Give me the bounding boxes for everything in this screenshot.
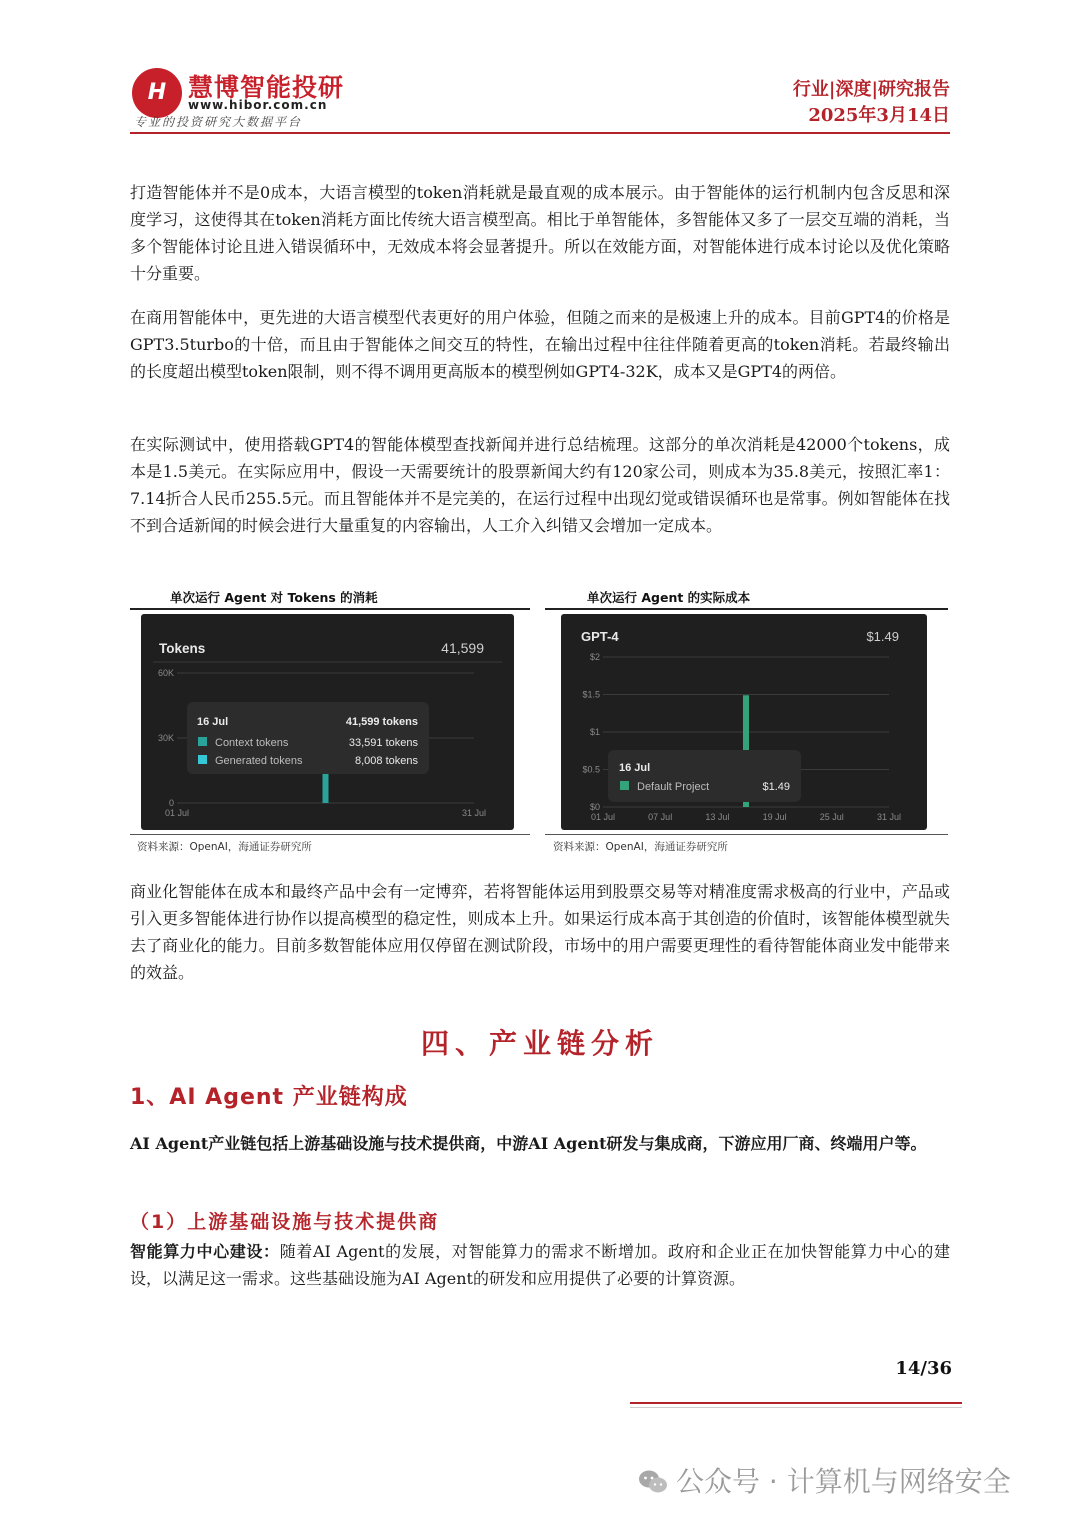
x-tick-label: 13 Jul bbox=[705, 812, 730, 822]
figure-source-tokens: 资料来源：OpenAI，海通证券研究所 bbox=[137, 841, 312, 853]
figure-top-rule bbox=[130, 608, 530, 610]
chart-cost-total: $1.49 bbox=[866, 629, 899, 644]
report-date: 2025年3月14日 bbox=[808, 105, 950, 126]
legend-generated-label: Generated tokens bbox=[215, 755, 303, 767]
subsection-heading: 1、AI Agent 产业链构成 bbox=[130, 1085, 408, 1110]
y-tick-label: 60K bbox=[157, 668, 174, 678]
legend-context-swatch bbox=[198, 737, 207, 746]
legend-project-value: $1.49 bbox=[762, 781, 790, 793]
logo bbox=[132, 68, 345, 129]
tooltip-tokens-total: 41,599 tokens bbox=[345, 716, 418, 728]
figure-top-rule bbox=[545, 608, 948, 610]
legend-project-label: Default Project bbox=[637, 781, 710, 793]
section-heading: 四、产业链分析 bbox=[420, 1027, 659, 1060]
y-tick-label: $2 bbox=[589, 652, 600, 662]
figure-bottom-rule bbox=[545, 834, 948, 835]
legend-project-swatch bbox=[620, 781, 629, 790]
legend-context-label: Context tokens bbox=[215, 737, 289, 749]
header-divider bbox=[130, 132, 950, 134]
x-tick-label: 25 Jul bbox=[819, 812, 844, 822]
legend-generated-swatch bbox=[198, 755, 207, 764]
figure-title-cost: 单次运行 Agent 的实际成本 bbox=[587, 590, 751, 605]
logo-url: www.hibor.com.cn bbox=[188, 98, 328, 112]
wechat-icon bbox=[638, 1469, 668, 1495]
x-tick-label: 19 Jul bbox=[762, 812, 787, 822]
y-tick-label: $0 bbox=[589, 802, 600, 812]
chart-cost-title: GPT-4 bbox=[581, 629, 619, 644]
figure-bottom-rule bbox=[130, 834, 530, 835]
figure-title-tokens: 单次运行 Agent 对 Tokens 的消耗 bbox=[170, 590, 378, 605]
tooltip-tokens-date: 16 Jul bbox=[197, 716, 229, 728]
logo-name: 慧博智能投研 bbox=[188, 73, 345, 102]
y-tick-label: $1.5 bbox=[582, 689, 600, 700]
paragraph-commercialization: 商业化智能体在成本和最终产品中会有一定博弈，若将智能体运用到股票交易等对精准度需求极高的行业中，产品或引入更多智能体进行协作以提高模型的稳定性，则成本上升。如果运行成本高于其创造的价值时，该智能体模型就失去了商业化的能力。目前多数智能体应用仅停留在测试阶段，市场中的用户需要更理性的看待智能体商业发中能带来的效益。 bbox=[130, 882, 950, 982]
tooltip-cost-date: 16 Jul bbox=[619, 762, 651, 774]
subsubsection-heading: （1）上游基础设施与技术提供商 bbox=[130, 1211, 440, 1233]
paragraph-llm-pricing: 在商用智能体中，更先进的大语言模型代表更好的用户体验，但随之而来的是极速上升的成本。目前GPT4的价格是GPT3.5turbo的十倍，而且由于智能体之间交互的特性，在输出过程中往往伴随着更高的token消耗。若最终输出的长度超出模型token限制，则不得不调用更高版本的模型例如GPT4-32K，成本又是GPT4的两倍。 bbox=[130, 308, 950, 381]
x-tick-label: 01 Jul bbox=[164, 808, 190, 818]
y-tick-label: 30K bbox=[157, 733, 174, 743]
paragraph-test-case: 在实际测试中，使用搭载GPT4的智能体模型查找新闻并进行总结梳理。这部分的单次消耗是42000个tokens，成本是1.5美元。在实际应用中，假设一天需要统计的股票新闻大约有120家公司，则成本为35.8美元，按照汇率1：7.14折合人民币255.5元。而且智能体并不是完美的，在运行过程中出现幻觉或错误循环也是常事。例如智能体在找不到合适新闻的时候会进行大量重复的内容输出，人工介入纠错又会增加一定成本。 bbox=[130, 435, 950, 535]
chart-cost bbox=[561, 614, 927, 830]
logo-slogan: 专业的投资研究大数据平台 bbox=[134, 115, 303, 129]
figure-cost bbox=[545, 588, 948, 610]
compute-center-lead: 智能算力中心建设： bbox=[130, 1242, 280, 1261]
compute-center-body: 随着AI Agent的发展，对智能算力的需求不断增加。政府和企业正在加快智能算力中心的建设，以满足这一需求。这些基础设施为AI Agent的研发和应用提供了必要的计算资源。 bbox=[130, 1242, 950, 1288]
legend-context-value: 33,591 tokens bbox=[348, 737, 418, 749]
chart-tokens bbox=[141, 614, 514, 830]
figure-tokens bbox=[130, 588, 530, 610]
x-tick-label: 31 Jul bbox=[461, 808, 487, 818]
chart-tokens-title: Tokens bbox=[159, 641, 206, 656]
y-tick-label: $1 bbox=[589, 727, 600, 737]
paragraph-token-cost: 打造智能体并不是0成本，大语言模型的token消耗就是最直观的成本展示。由于智能体的运行机制内包含反思和深度学习，这使得其在token消耗方面比传统大语言模型高。相比于单智能体，多智能体又多了一层交互端的消耗，当多个智能体讨论且进入错误循环中，无效成本将会显著提升。所以在效能方面，对智能体进行成本讨论以及优化策略十分重要。 bbox=[130, 183, 950, 283]
x-tick-label: 07 Jul bbox=[648, 812, 673, 822]
footer-divider-thin bbox=[630, 1407, 962, 1408]
paragraph-compute-center bbox=[130, 1238, 950, 1292]
figure-source-cost: 资料来源：OpenAI，海通证券研究所 bbox=[553, 841, 728, 853]
logo-mark-icon: H bbox=[132, 68, 182, 118]
footer-divider bbox=[630, 1402, 962, 1404]
x-tick-label: 31 Jul bbox=[876, 812, 902, 822]
watermark bbox=[638, 1460, 1011, 1500]
x-tick-label: 01 Jul bbox=[590, 812, 616, 822]
chart-tokens-total: 41,599 bbox=[441, 640, 484, 656]
legend-generated-value: 8,008 tokens bbox=[355, 755, 418, 767]
header-info bbox=[793, 78, 950, 130]
y-tick-label: 0 bbox=[168, 798, 174, 808]
watermark-text: 公众号 · 计算机与网络安全 bbox=[676, 1465, 1011, 1498]
page-number: 14/36 bbox=[895, 1358, 952, 1379]
y-tick-label: $0.5 bbox=[582, 764, 600, 775]
chart-cost-tooltip bbox=[608, 750, 801, 802]
report-category: 行业|深度|研究报告 bbox=[792, 79, 950, 100]
paragraph-chain-overview: AI Agent产业链包括上游基础设施与技术提供商，中游AI Agent研发与集成商，下游应用厂商、终端用户等。 bbox=[130, 1134, 927, 1153]
